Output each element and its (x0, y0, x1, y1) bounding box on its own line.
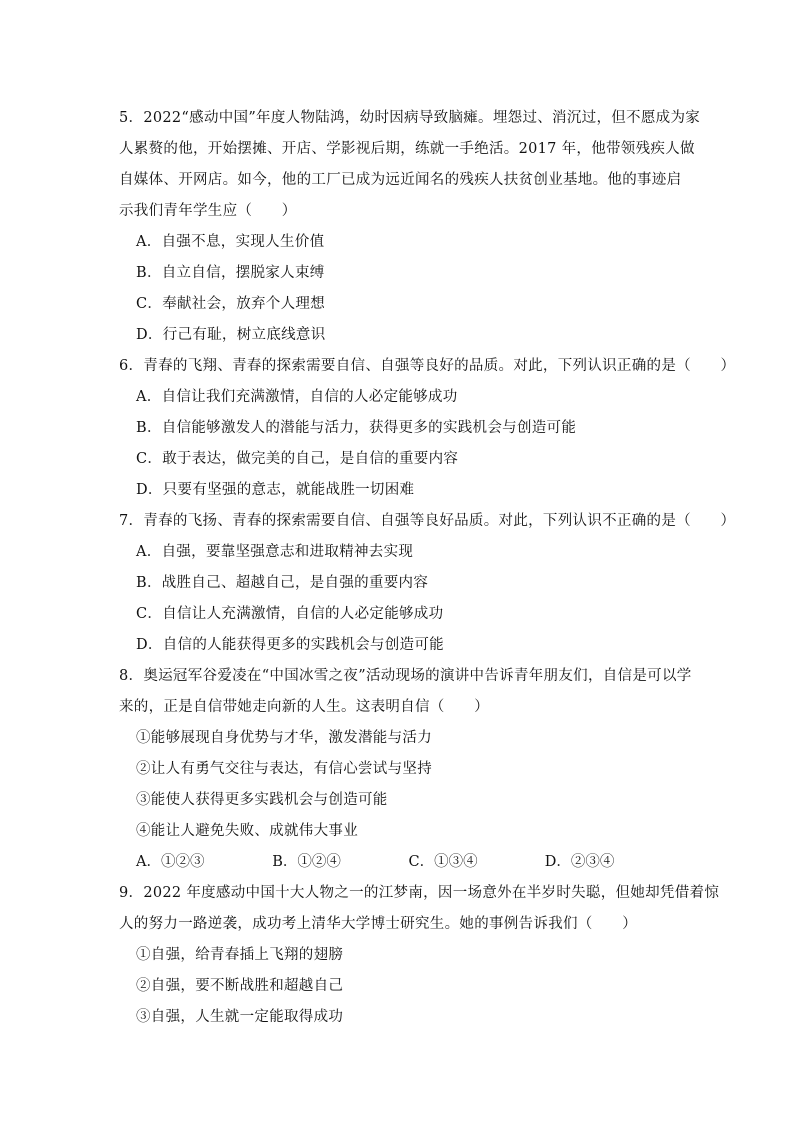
question-5-stem-line-4: 示我们青年学生应（ ） (119, 203, 297, 219)
question-8-statement-1: ①能够展现自身优势与才华，激发潜能与活力 (136, 730, 432, 746)
question-5-option-d: D．行己有耻，树立底线意识 (136, 327, 326, 343)
question-6 (119, 351, 736, 506)
question-7-option-b: B．战胜自己、超越自己，是自强的重要内容 (136, 575, 429, 591)
question-5-stem-line-3: 自媒体、开网店。如今，他的工厂已成为远近闻名的残疾人扶贫创业基地。他的事迹启 (119, 172, 682, 188)
question-9-statement-2: ②自强，要不断战胜和超越自己 (136, 978, 344, 994)
question-7-option-a: A．自强，要靠坚强意志和进取精神去实现 (136, 544, 414, 560)
question-5-option-b: B．自立自信，摆脱家人束缚 (136, 265, 325, 281)
question-8-statement-4: ④能让人避免失败、成就伟大事业 (136, 823, 358, 839)
question-5 (119, 103, 701, 351)
question-8-stem-line-1: 8．奥运冠军谷爱凌在“中国冰雪之夜”活动现场的演讲中告诉青年朋友们，自信是可以学 (119, 668, 692, 684)
question-8-choice-d: D．②③④ (544, 854, 615, 870)
question-7-stem-line-1: 7．青春的飞扬、青春的探索需要自信、自强等良好品质。对此，下列认识不正确的是（ ） (119, 513, 736, 529)
question-9-statement-3: ③自强，人生就一定能取得成功 (136, 1009, 344, 1025)
question-5-stem-line-2: 人累赘的他，开始摆摊、开店、学影视后期，练就一手绝活。2017 年，他带领残疾人做 (119, 141, 695, 157)
question-8-choice-row (119, 847, 681, 878)
question-7 (119, 506, 736, 661)
question-9 (119, 878, 720, 1033)
question-8 (119, 661, 692, 878)
question-list (119, 103, 736, 1033)
question-5-option-c: C．奉献社会，放弃个人理想 (136, 296, 325, 312)
question-9-statement-1: ①自强，给青春插上飞翔的翅膀 (136, 947, 344, 963)
question-7-option-d: D．自信的人能获得更多的实践机会与创造可能 (136, 637, 444, 653)
question-6-option-c: C．敢于表达，做完美的自己，是自信的重要内容 (136, 451, 459, 467)
question-8-choice-a: A．①②③ (136, 854, 205, 870)
question-6-stem-line-1: 6．青春的飞翔、青春的探索需要自信、自强等良好的品质。对此，下列认识正确的是（ ） (119, 358, 736, 374)
question-9-stem-line-1: 9．2022 年度感动中国十大人物之一的江梦南，因一场意外在半岁时失聪，但她却凭借着惊 (119, 885, 720, 901)
question-8-choice-b: B．①②④ (272, 854, 341, 870)
question-6-option-d: D．只要有坚强的意志，就能战胜一切困难 (136, 482, 415, 498)
question-8-statement-2: ②让人有勇气交往与表达，有信心尝试与坚持 (136, 761, 432, 777)
question-8-stem-line-2: 来的，正是自信带她走向新的人生。这表明自信（ ） (119, 699, 489, 715)
question-7-option-c: C．自信让人充满激情，自信的人必定能够成功 (136, 606, 444, 622)
question-5-option-a: A．自强不息，实现人生价值 (136, 234, 325, 250)
question-6-option-a: A．自信让我们充满激情，自信的人必定能够成功 (136, 389, 458, 405)
question-8-choice-c: C．①③④ (408, 854, 478, 870)
question-6-option-b: B．自信能够激发人的潜能与活力，获得更多的实践机会与创造可能 (136, 420, 577, 436)
question-5-stem-line-1: 5．2022“感动中国”年度人物陆鸿，幼时因病导致脑瘫。埋怨过、消沉过，但不愿成为家 (119, 110, 701, 126)
question-9-stem-line-2: 人的努力一路逆袭，成功考上清华大学博士研究生。她的事例告诉我们（ ） (119, 916, 637, 932)
question-8-statement-3: ③能使人获得更多实践机会与创造可能 (136, 792, 388, 808)
